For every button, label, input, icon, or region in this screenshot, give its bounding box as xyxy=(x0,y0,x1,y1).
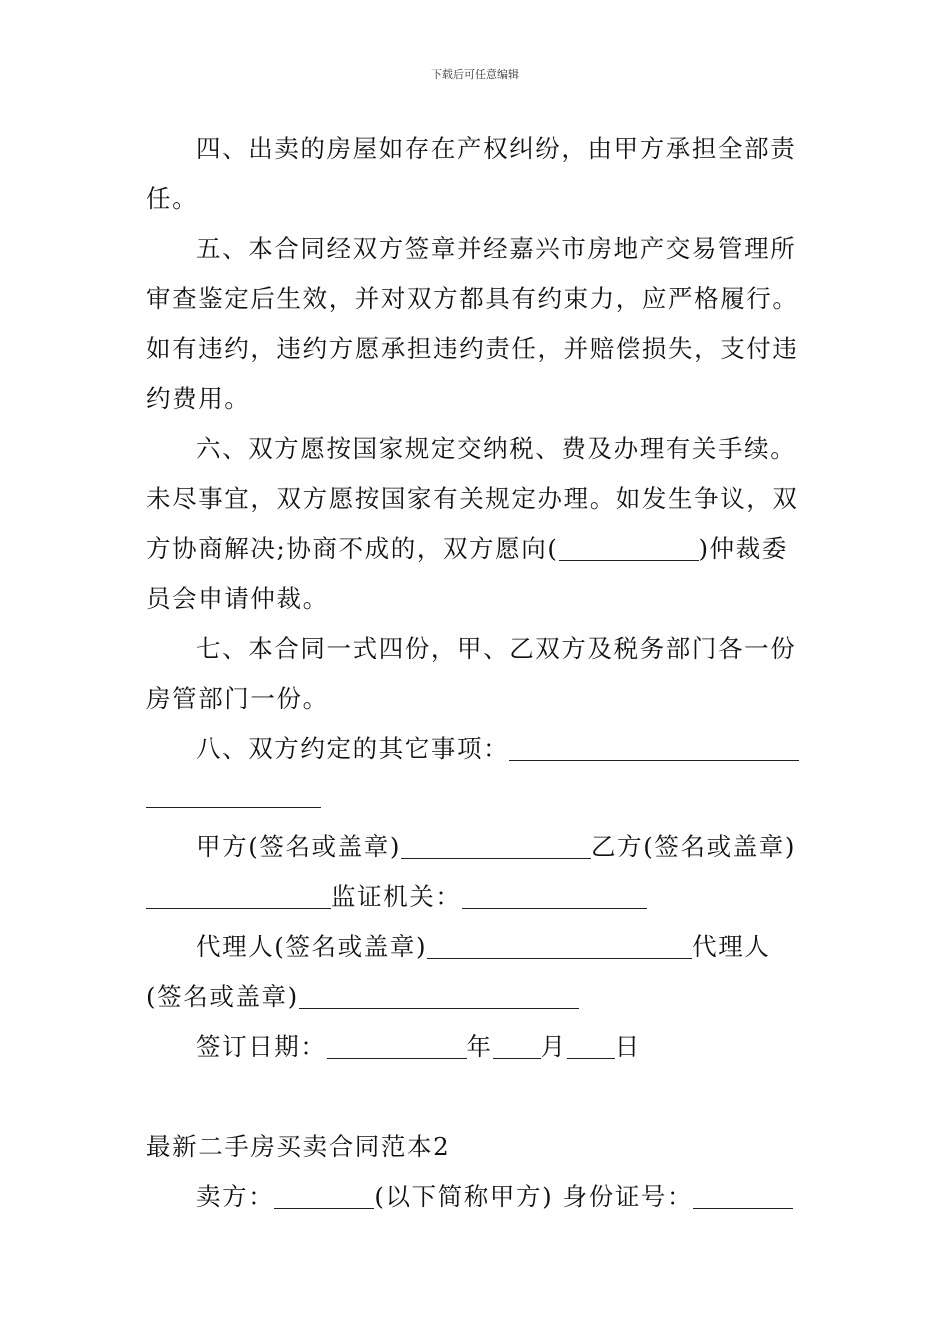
agent-line-1 xyxy=(196,932,770,962)
clause-7-line-1: 七、本合同一式四份，甲、乙双方及税务部门各一份 xyxy=(196,634,797,663)
agent-a-signature-blank[interactable] xyxy=(427,938,692,959)
year-label: 年 xyxy=(466,1032,493,1061)
month-label: 月 xyxy=(540,1032,567,1061)
clause-7-line-2: 房管部门一份。 xyxy=(146,684,329,713)
clause-6-line-3-b: )仲裁委 xyxy=(698,534,788,563)
agent-b-sign-label: (签名或盖章) xyxy=(146,982,299,1011)
clause-8-label: 八、双方约定的其它事项： xyxy=(196,734,510,763)
clause-4-line-1: 四、出卖的房屋如存在产权纠纷，由甲方承担全部责 xyxy=(196,134,797,163)
seller-line xyxy=(196,1182,793,1212)
day-label: 日 xyxy=(614,1032,641,1061)
clause-5-line-3: 如有违约，违约方愿承担违约责任，并赔偿损失，支付违 xyxy=(146,334,799,363)
party-a-label: 甲方(签名或盖章) xyxy=(196,832,402,861)
seller-id-blank[interactable] xyxy=(693,1188,793,1209)
clause-6-line-3 xyxy=(146,534,788,564)
page-header-note: 下载后可任意编辑 xyxy=(431,68,519,81)
seller-label: 卖方： xyxy=(196,1182,275,1211)
party-signature-line xyxy=(196,832,796,862)
clause-5-line-1: 五、本合同经双方签章并经嘉兴市房地产交易管理所 xyxy=(196,234,797,263)
witness-authority-label: 监证机关： xyxy=(331,882,462,911)
clause-8-line-1 xyxy=(196,734,799,764)
witness-authority-blank[interactable] xyxy=(462,888,647,909)
agent-b-signature-blank[interactable] xyxy=(299,988,579,1009)
seller-name-blank[interactable] xyxy=(274,1188,374,1209)
party-b-label: 乙方(签名或盖章) xyxy=(591,832,797,861)
seller-id-label: (以下简称甲方) 身份证号： xyxy=(374,1182,694,1211)
signing-date-line xyxy=(196,1032,641,1062)
clause-6-line-3-a: 方协商解决;协商不成的，双方愿向( xyxy=(146,534,559,563)
other-matters-blank-continued[interactable] xyxy=(146,806,321,808)
clause-5-line-4: 约费用。 xyxy=(146,384,251,413)
agent-b-label: 代理人 xyxy=(692,932,771,961)
arbitration-blank[interactable] xyxy=(559,540,699,561)
other-matters-blank[interactable] xyxy=(509,740,799,761)
clause-5-line-2: 审查鉴定后生效，并对双方都具有约束力，应严格履行。 xyxy=(146,284,799,313)
signing-date-label: 签订日期： xyxy=(196,1032,327,1061)
party-b-signature-blank[interactable] xyxy=(146,888,331,909)
clause-6-line-4: 员会申请仲裁。 xyxy=(146,584,329,613)
year-blank[interactable] xyxy=(327,1038,467,1059)
witness-line xyxy=(146,882,647,912)
party-a-signature-blank[interactable] xyxy=(401,838,591,859)
clause-4-line-2: 任。 xyxy=(146,184,199,213)
agent-line-2 xyxy=(146,982,579,1012)
clause-6-line-1: 六、双方愿按国家规定交纳税、费及办理有关手续。 xyxy=(196,434,797,463)
month-blank[interactable] xyxy=(493,1038,541,1059)
contract-2-title: 最新二手房买卖合同范本2 xyxy=(146,1132,451,1161)
agent-a-label: 代理人(签名或盖章) xyxy=(196,932,428,961)
day-blank[interactable] xyxy=(567,1038,615,1059)
clause-6-line-2: 未尽事宜，双方愿按国家有关规定办理。如发生争议，双 xyxy=(146,484,799,513)
